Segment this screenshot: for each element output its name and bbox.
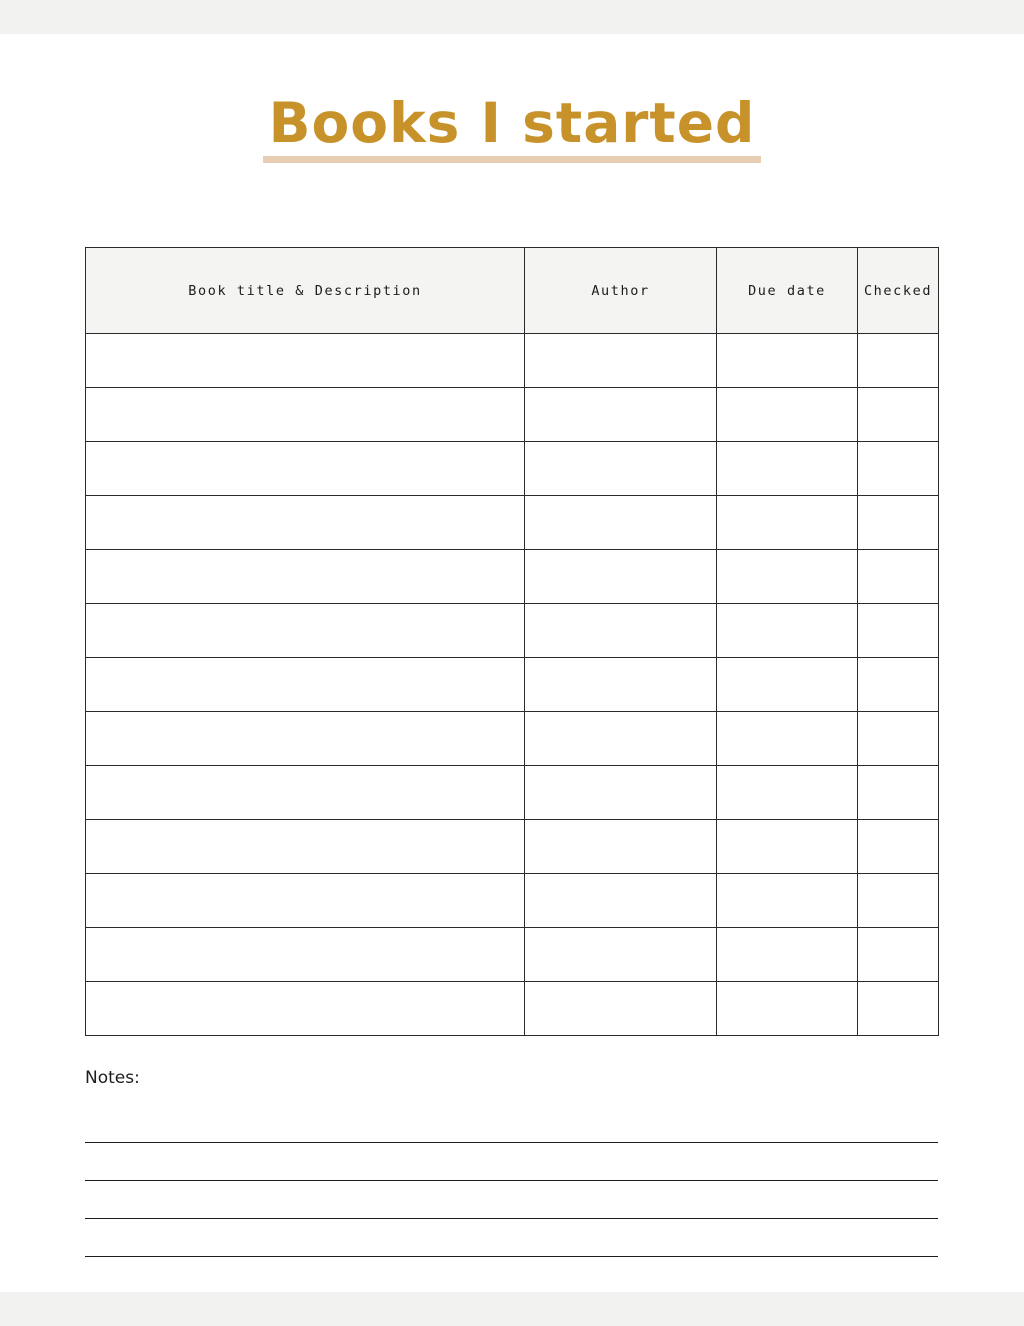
cell-book-title[interactable] [86,442,525,496]
cell-book-title[interactable] [86,496,525,550]
column-header-due-date: Due date [717,248,858,334]
cell-due-date[interactable] [717,442,858,496]
books-table-body [86,334,939,1036]
table-row [86,442,939,496]
cell-checked[interactable] [858,388,939,442]
cell-checked[interactable] [858,820,939,874]
table-row [86,712,939,766]
cell-author[interactable] [525,334,717,388]
table-row [86,334,939,388]
cell-author[interactable] [525,982,717,1036]
cell-book-title[interactable] [86,550,525,604]
table-row [86,388,939,442]
page-top-margin-strip [0,0,1024,34]
books-table-header [86,248,939,334]
cell-due-date[interactable] [717,334,858,388]
books-table [85,247,939,1036]
cell-book-title[interactable] [86,982,525,1036]
cell-author[interactable] [525,820,717,874]
cell-due-date[interactable] [717,388,858,442]
notes-line[interactable] [85,1143,938,1181]
cell-due-date[interactable] [717,496,858,550]
cell-checked[interactable] [858,496,939,550]
notes-line[interactable] [85,1181,938,1219]
cell-book-title[interactable] [86,604,525,658]
cell-book-title[interactable] [86,820,525,874]
cell-due-date[interactable] [717,550,858,604]
page-title-container [0,92,1024,155]
cell-author[interactable] [525,604,717,658]
cell-due-date[interactable] [717,712,858,766]
cell-book-title[interactable] [86,874,525,928]
page-bottom-margin-strip [0,1292,1024,1326]
cell-due-date[interactable] [717,658,858,712]
cell-due-date[interactable] [717,874,858,928]
table-row [86,982,939,1036]
cell-author[interactable] [525,658,717,712]
table-row [86,874,939,928]
notes-label: Notes: [85,1068,140,1088]
notes-line[interactable] [85,1219,938,1257]
cell-checked[interactable] [858,604,939,658]
cell-author[interactable] [525,766,717,820]
notes-lines [85,1105,938,1257]
cell-checked[interactable] [858,874,939,928]
table-row [86,928,939,982]
cell-book-title[interactable] [86,658,525,712]
table-row [86,766,939,820]
title-underline [263,156,762,163]
cell-checked[interactable] [858,766,939,820]
cell-author[interactable] [525,874,717,928]
cell-checked[interactable] [858,712,939,766]
column-header-author: Author [525,248,717,334]
cell-author[interactable] [525,496,717,550]
table-row [86,604,939,658]
cell-author[interactable] [525,928,717,982]
column-header-book-title: Book title & Description [86,248,525,334]
cell-author[interactable] [525,550,717,604]
cell-checked[interactable] [858,442,939,496]
cell-book-title[interactable] [86,766,525,820]
table-row [86,496,939,550]
cell-due-date[interactable] [717,604,858,658]
cell-book-title[interactable] [86,712,525,766]
cell-checked[interactable] [858,658,939,712]
page-title [263,92,762,155]
page-title-text: Books I started [268,91,756,155]
cell-author[interactable] [525,712,717,766]
cell-due-date[interactable] [717,982,858,1036]
cell-book-title[interactable] [86,928,525,982]
column-header-checked: Checked [858,248,939,334]
table-row [86,550,939,604]
table-header-row [86,248,939,334]
cell-book-title[interactable] [86,334,525,388]
cell-checked[interactable] [858,550,939,604]
cell-book-title[interactable] [86,388,525,442]
cell-checked[interactable] [858,928,939,982]
cell-due-date[interactable] [717,766,858,820]
cell-checked[interactable] [858,334,939,388]
notes-line[interactable] [85,1105,938,1143]
cell-author[interactable] [525,388,717,442]
cell-due-date[interactable] [717,928,858,982]
table-row [86,658,939,712]
cell-checked[interactable] [858,982,939,1036]
cell-due-date[interactable] [717,820,858,874]
cell-author[interactable] [525,442,717,496]
table-row [86,820,939,874]
